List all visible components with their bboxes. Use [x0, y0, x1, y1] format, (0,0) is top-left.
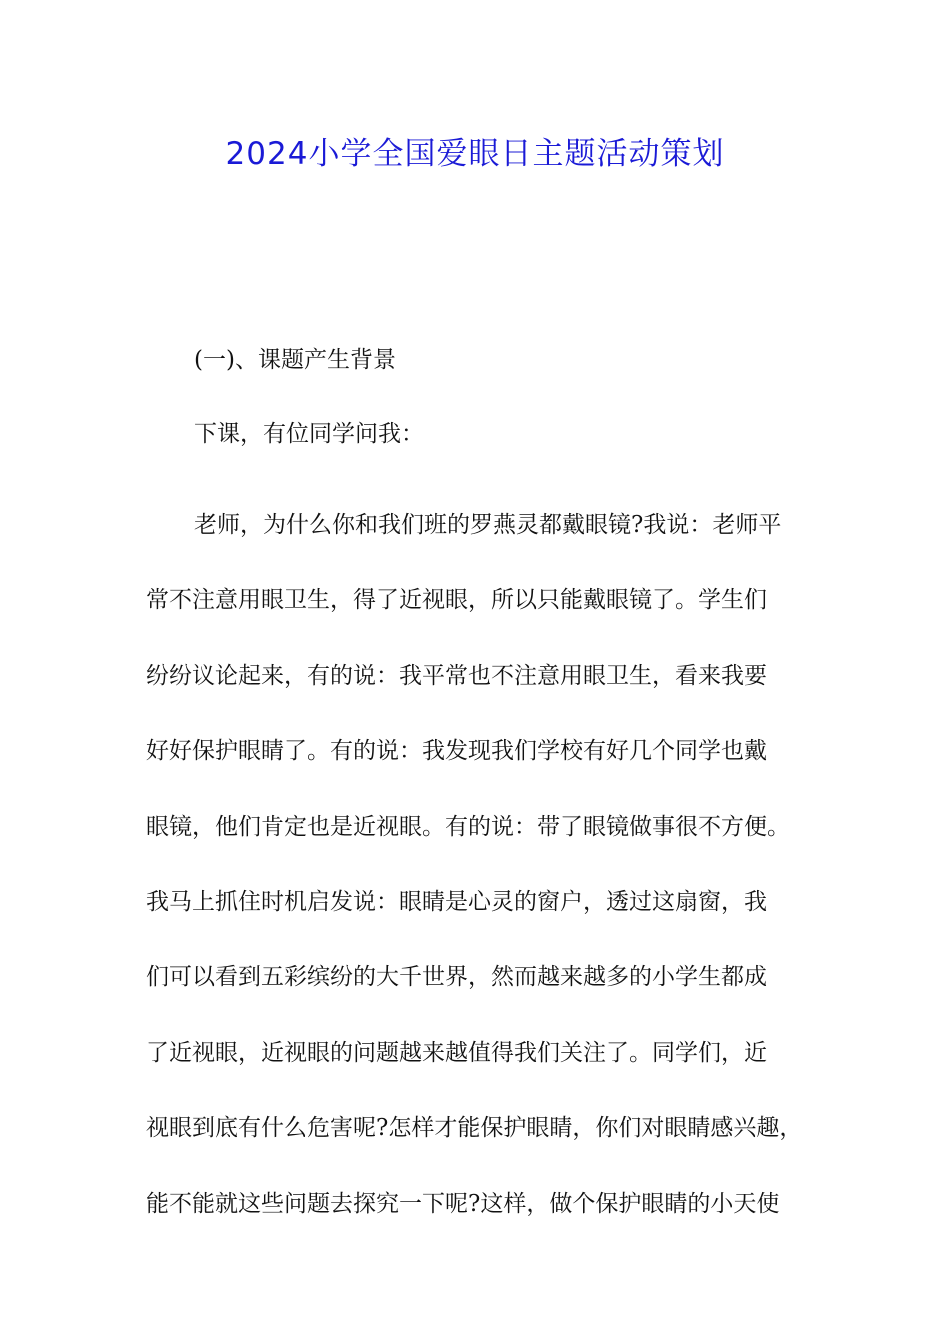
- paragraph-line: 纷纷议论起来，有的说：我平常也不注意用眼卫生，看来我要: [146, 662, 767, 689]
- body-paragraph: [146, 488, 828, 1242]
- paragraph-line: 老师，为什么你和我们班的罗燕灵都戴眼镜?我说：老师平: [194, 512, 782, 538]
- section-heading: (一)、课题产生背景: [194, 347, 396, 373]
- intro-line: 下课，有位同学问我：: [194, 421, 424, 447]
- paragraph-line: 们可以看到五彩缤纷的大千世界，然而越来越多的小学生都成: [146, 964, 767, 991]
- paragraph-line: 我马上抓住时机启发说：眼睛是心灵的窗户，透过这扇窗，我: [146, 888, 767, 915]
- paragraph-line: 常不注意用眼卫生，得了近视眼，所以只能戴眼镜了。学生们: [146, 587, 767, 614]
- paragraph-line: 好好保护眼睛了。有的说：我发现我们学校有好几个同学也戴: [146, 738, 767, 765]
- paragraph-line: 视眼到底有什么危害呢?怎样才能保护眼睛，你们对眼睛感兴趣，: [146, 1115, 803, 1142]
- paragraph-line: 能不能就这些问题去探究一下呢?这样，做个保护眼睛的小天使: [146, 1190, 780, 1217]
- document-title: 2024小学全国爱眼日主题活动策划: [225, 136, 725, 172]
- paragraph-line: 眼镜，他们肯定也是近视眼。有的说：带了眼镜做事很不方便。: [146, 813, 790, 840]
- paragraph-line: 了近视眼，近视眼的问题越来越值得我们关注了。同学们，近: [146, 1039, 767, 1066]
